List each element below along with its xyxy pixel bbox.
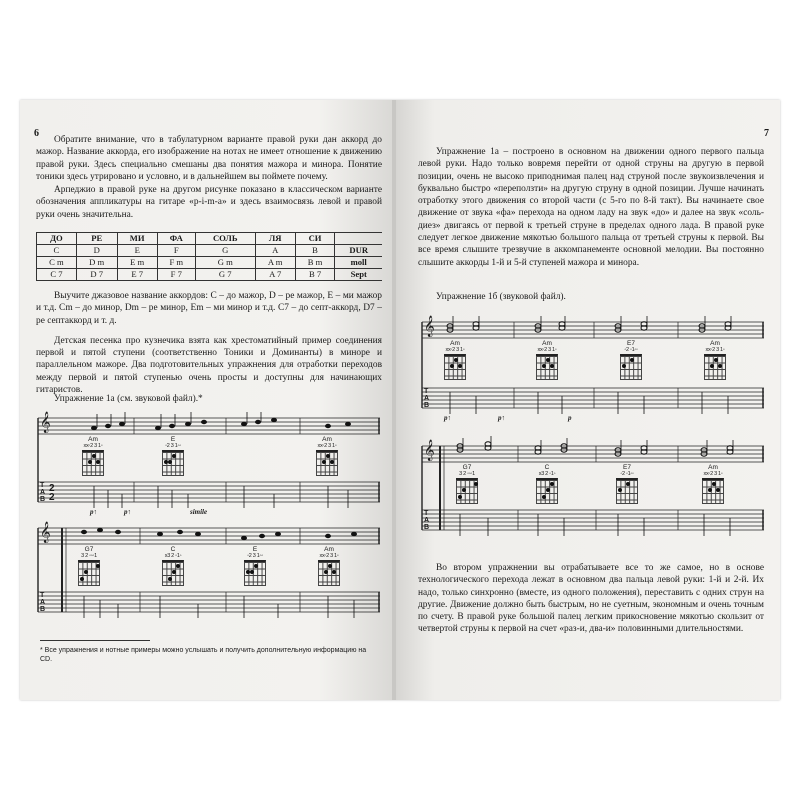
exercise-caption-1a: Упражнение 1а (см. звуковой файл).* <box>54 394 203 404</box>
chord-table-header <box>37 233 383 245</box>
table-cell: B m <box>295 257 335 269</box>
table-cell: D <box>76 245 117 257</box>
table-cell: D m <box>76 257 117 269</box>
table-cell: A <box>255 245 295 257</box>
chord-name: Am <box>324 546 334 553</box>
chord-name: C <box>170 546 176 553</box>
fretboard-grid <box>620 354 642 380</box>
footnote: * Все упражнения и нотные примеры можно услышать и получить дополнительную информацию на CD. <box>40 647 367 663</box>
chord-fingering: x3 2 ◦1◦ <box>164 553 182 559</box>
right-hand-mark: p↑ <box>124 508 131 516</box>
chord-fingering: 3 2 ◦◦◦1 <box>459 471 475 477</box>
treble-clef-icon: 𝄞 <box>424 316 435 337</box>
right-page <box>396 100 780 700</box>
left-page <box>20 100 394 700</box>
table-cell: ФА <box>157 233 195 245</box>
right-text-block-2 <box>418 562 764 636</box>
treble-clef-icon: 𝄞 <box>40 412 51 433</box>
chord-fingering: 3 2 ◦◦◦1 <box>81 553 97 559</box>
chord-name: Am <box>542 340 552 347</box>
chord-fingering: xx◦2 3 1◦ <box>445 347 465 353</box>
table-row <box>37 257 383 269</box>
music-system-right-1 <box>422 316 764 424</box>
table-cell: A m <box>255 257 295 269</box>
table-row <box>37 269 383 281</box>
table-cell: F <box>157 245 195 257</box>
table-cell: E <box>117 245 157 257</box>
table-cell: D 7 <box>76 269 117 281</box>
music-system-right-2 <box>422 440 764 540</box>
chord-name: C <box>544 464 550 471</box>
chord-name: Am <box>450 340 460 347</box>
chord-name: E7 <box>627 340 635 347</box>
fretboard-grid <box>536 478 558 504</box>
fretboard-grid <box>244 560 266 586</box>
page-number-left: 6 <box>34 128 39 139</box>
chord-diagram <box>450 464 484 504</box>
chord-name: E <box>170 436 176 443</box>
chord-fingering: xx◦2 3 1◦ <box>705 347 725 353</box>
music-system-left-2 <box>38 522 380 622</box>
table-cell: ЛЯ <box>255 233 295 245</box>
chord-diagram <box>438 340 472 380</box>
tab-label: T A B <box>424 510 430 531</box>
table-cell: F 7 <box>157 269 195 281</box>
chord-diagram <box>530 464 564 504</box>
tab-label: T A B <box>40 482 46 503</box>
right-hand-mark: p <box>568 414 572 422</box>
chord-name: E <box>252 546 258 553</box>
fretboard-grid <box>456 478 478 504</box>
paragraph: Во втором упражнении вы отрабатываете все то же самое, но в основе технологического перехода лежат в основном два пальца левой руки: 1-й и 2-й. Их надо, только синхронно (вместе, из одного положения), переставить с одних струн на другие. Движение должно быть быстрым, но не суетным, экономным и очень точным по счету. В правой руке большой палец легким прикосновение мякотью скользит от четвертой струны к первой на счет «раз-и, два-и» половинными длительностями. <box>418 563 764 635</box>
simile-mark: simile <box>190 508 208 516</box>
table-cell: C <box>37 245 77 257</box>
table-cell: ДО <box>37 233 77 245</box>
table-cell: Sept <box>335 269 382 281</box>
table-cell: C 7 <box>37 269 77 281</box>
right-hand-mark: p↑ <box>90 508 97 516</box>
table-cell: СОЛЬ <box>195 233 255 245</box>
treble-clef-icon: 𝄞 <box>40 522 51 543</box>
fretboard-grid <box>444 354 466 380</box>
table-cell: B 7 <box>295 269 335 281</box>
table-cell: B <box>295 245 335 257</box>
fretboard-grid <box>82 450 104 476</box>
chord-fingering: x3 2 ◦1◦ <box>538 471 556 477</box>
book-spread <box>20 100 780 700</box>
right-hand-mark: p↑ <box>444 414 451 422</box>
chord-diagram <box>76 436 110 476</box>
page-number-right: 7 <box>764 128 769 139</box>
chord-diagram <box>156 436 190 476</box>
footnote-rule <box>40 640 150 641</box>
paragraph: Арпеджио в правой руке на другом рисунке показано в классическом варианте обозначения аппликатуры на гитаре «p-i-m-a» и здесь взаимосвязь левой и правой руки очень значительна. <box>36 185 382 220</box>
chord-diagram <box>312 546 346 586</box>
chord-fingering: xx◦2 3 1◦ <box>703 471 723 477</box>
chord-diagram <box>610 464 644 504</box>
chord-diagram <box>156 546 190 586</box>
paragraph: Выучите джазовое название аккордов: C – до мажор, D – ре мажор, E – ми мажор и т.д. Cm – до минор, Dm – ре минор, Em – ми минор и т.д. C7 – до септ-аккорд, D7 – ре септаккорд и т. д. <box>36 291 382 326</box>
chord-diagram <box>238 546 272 586</box>
fretboard-grid <box>616 478 638 504</box>
chord-name: G7 <box>462 464 472 471</box>
chord-diagram <box>614 340 648 380</box>
chord-name: Am <box>88 436 98 443</box>
table-cell: F m <box>157 257 195 269</box>
paragraph: Упражнение 1а – построено в основном на движении одного первого пальца левой руки. Надо только вовремя перейти от одной струны на другую в первой позиции, очень не высоко приподнимая палец над струной после звукоизвлечения и буквально быстро «переползти» на другую струну в одной позиции. Лучше начинать отработку этого движения со второй части (с 5-го по 8-й такт). Вы начинаете свое движение от звука «фа» перехода на одном ладу на звук «до» и далее на звук «соль-диез» двигаясь от первой к третьей струне в пределах одного лада. В правой руке следует легкое движение мякотью большого пальца от третьей струны к первой. Вы все время слышите трезвучие в аккомпанементе основной мелодии. Вы постоянно слышите аккорды 1-й и 5-й ступеней мажора и минора. <box>418 147 764 268</box>
paragraph: Обратите внимание, что в табулатурном варианте правой руки дан аккорд до мажор. Название аккорда, его изображение на нотах не имеет отношение к движению правой руки. Здесь специально смешаны два понятия мажора и минора. Понятие тоники здесь утрировано и условно, и в дальнейшем вы поймете почему. <box>36 135 382 182</box>
chord-name: Am <box>322 436 332 443</box>
time-signature-bottom: 2 <box>49 492 55 503</box>
chord-diagram <box>530 340 564 380</box>
table-cell <box>335 233 382 245</box>
table-cell: DUR <box>335 245 382 257</box>
chord-fingering: xx◦2 3 1◦ <box>319 553 339 559</box>
chord-name: Am <box>710 340 720 347</box>
chord-diagram <box>696 464 730 504</box>
chord-table <box>36 232 382 281</box>
fretboard-grid <box>704 354 726 380</box>
table-row <box>37 245 383 257</box>
time-signature-top: 2 <box>49 483 55 494</box>
chord-fingering: xx◦2 3 1◦ <box>537 347 557 353</box>
chord-name: Am <box>708 464 718 471</box>
fretboard-grid <box>702 478 724 504</box>
chord-fingering: ◦2 3 1◦◦ <box>165 443 181 449</box>
table-cell: G m <box>195 257 255 269</box>
chord-fingering: ◦2 ◦1◦◦ <box>620 471 634 477</box>
right-text-block-1 <box>418 146 764 269</box>
table-cell: E 7 <box>117 269 157 281</box>
chord-diagram <box>310 436 344 476</box>
exercise-caption-1b: Упражнение 1б (звуковой файл). <box>436 292 566 302</box>
left-text-block-1 <box>36 134 382 221</box>
table-cell: МИ <box>117 233 157 245</box>
left-text-block-2 <box>36 290 382 396</box>
chord-fingering: xx◦2 3 1◦ <box>317 443 337 449</box>
fretboard-grid <box>162 560 184 586</box>
table-cell: E m <box>117 257 157 269</box>
table-cell: C m <box>37 257 77 269</box>
time-signature <box>49 484 55 502</box>
fretboard-grid <box>536 354 558 380</box>
chord-name: G7 <box>84 546 94 553</box>
fretboard-grid <box>318 560 340 586</box>
tab-label: T A B <box>424 388 430 409</box>
table-cell: moll <box>335 257 382 269</box>
fretboard-grid <box>78 560 100 586</box>
table-cell: СИ <box>295 233 335 245</box>
tab-label: T A B <box>40 592 46 613</box>
fretboard-grid <box>162 450 184 476</box>
right-hand-mark: p↑ <box>498 414 505 422</box>
fretboard-grid <box>316 450 338 476</box>
table-cell: G 7 <box>195 269 255 281</box>
chord-fingering: ◦2 ◦1◦◦ <box>624 347 638 353</box>
chord-diagram <box>72 546 106 586</box>
table-cell: G <box>195 245 255 257</box>
table-cell: A 7 <box>255 269 295 281</box>
chord-fingering: ◦2 3 1◦◦ <box>247 553 263 559</box>
chord-name: E7 <box>623 464 631 471</box>
chord-diagram <box>698 340 732 380</box>
treble-clef-icon: 𝄞 <box>424 440 435 461</box>
paragraph: Детская песенка про кузнечика взята как хрестоматийный пример соединения первой и пятой ступени (соответственно Тоники и Доминанты) в миноре и параллельном мажоре. Два подготовительных упражнения для отработки переходов между первой и пятой ступенью очень просты и доступны для начинающих гитаристов. <box>36 335 382 396</box>
table-cell: РЕ <box>76 233 117 245</box>
chord-fingering: xx◦2 3 1◦ <box>83 443 103 449</box>
music-system-left-1 <box>38 412 380 516</box>
